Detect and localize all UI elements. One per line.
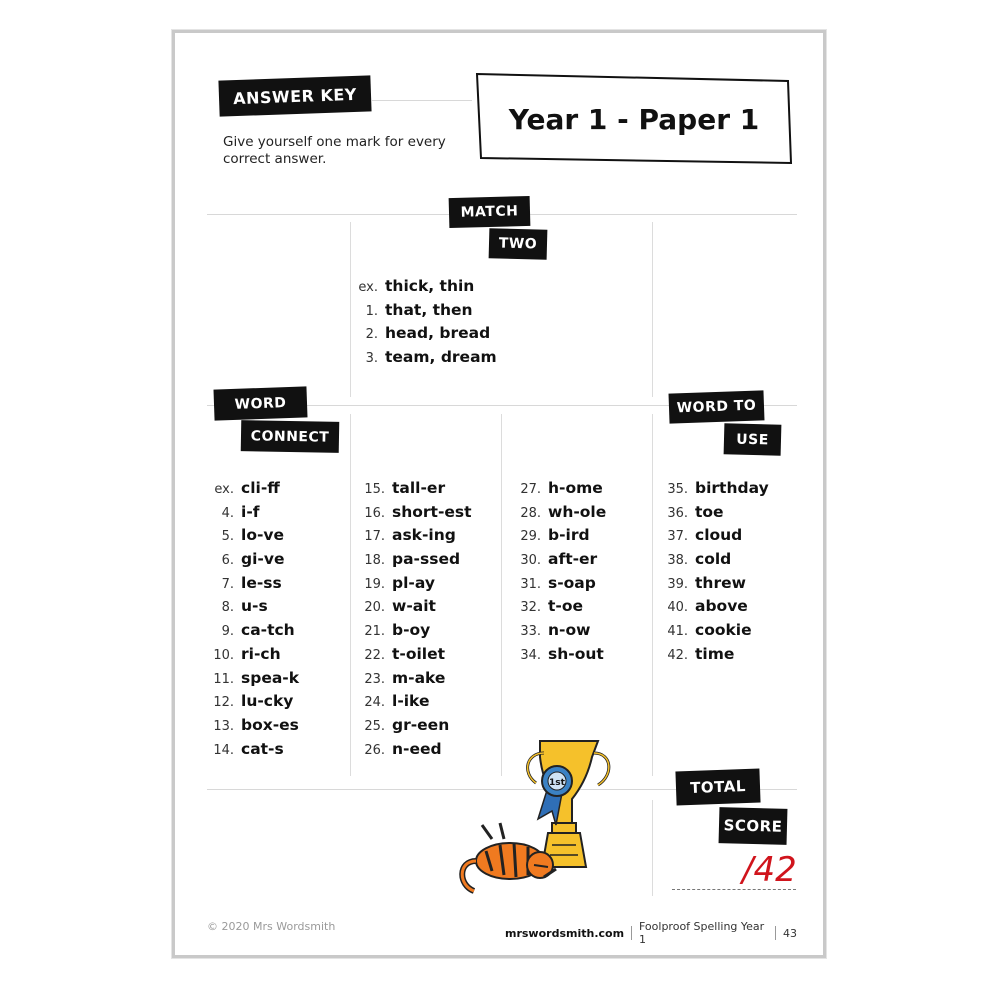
question-number: 38.: [667, 553, 688, 569]
question-number: 34.: [520, 647, 541, 663]
answer-text: m-ake: [392, 668, 446, 687]
instructions-text: Give yourself one mark for every correct answer.: [223, 134, 446, 167]
answer-text: cookie: [695, 621, 752, 640]
question-number: 3.: [365, 351, 378, 367]
word-connect-row: [513, 479, 606, 503]
question-number: 15.: [364, 482, 385, 497]
answer-text: ca-tch: [241, 621, 295, 640]
word-connect-col2: [357, 479, 472, 763]
match-two-answers: [350, 277, 497, 372]
answer-text: t-oilet: [392, 644, 446, 663]
divider-v1: [350, 414, 351, 776]
question-number: 12.: [213, 695, 234, 711]
question-number: 8.: [221, 600, 234, 616]
question-number: ex.: [214, 482, 234, 497]
question-number: 25.: [364, 718, 385, 734]
question-number: 28.: [520, 505, 541, 521]
answer-text: wh-ole: [548, 502, 607, 521]
answer-text: s-oap: [548, 573, 596, 592]
answer-text: cold: [695, 550, 732, 569]
question-number: 31.: [520, 576, 541, 592]
answer-text: pa-ssed: [392, 550, 461, 569]
answer-text: team, dream: [385, 348, 497, 367]
answer-text: tall-er: [392, 479, 446, 497]
question-number: 5.: [221, 529, 234, 545]
word-connect-row: [357, 574, 472, 598]
word-connect-row: [357, 645, 472, 669]
answer-text: head, bread: [385, 324, 491, 343]
word-connect-row: [513, 597, 606, 621]
question-number: 17.: [364, 529, 385, 545]
answer-text: b-ird: [548, 526, 590, 545]
answer-text: le-ss: [241, 573, 282, 592]
tiger-icon: [462, 823, 556, 891]
book-title: Foolproof Spelling Year 1: [639, 920, 765, 946]
word-connect-col3: [513, 479, 606, 669]
answer-text: above: [695, 597, 748, 616]
copyright: © 2020 Mrs Wordsmith: [207, 920, 336, 933]
word-connect-row: [357, 621, 472, 645]
answer-text: threw: [695, 573, 746, 592]
answer-text: n-ow: [548, 621, 591, 640]
word-connect-row: [357, 669, 472, 693]
question-number: 6.: [221, 553, 234, 569]
word-to-use-row: [660, 574, 769, 598]
two-label: TWO: [489, 228, 548, 260]
question-number: 33.: [520, 624, 541, 640]
answer-text: h-ome: [548, 479, 603, 497]
footer-separator-1: [631, 926, 632, 940]
answer-text: thick, thin: [385, 277, 475, 295]
word-connect-row: [513, 550, 606, 574]
word-connect-row: [357, 526, 472, 550]
word-connect-row: [206, 645, 299, 669]
word-to-use-row: [660, 503, 769, 527]
answer-text: birthday: [695, 479, 769, 497]
answer-text: that, then: [385, 300, 473, 319]
question-number: 21.: [364, 624, 385, 640]
question-number: 20.: [364, 600, 385, 616]
answer-text: gr-een: [392, 715, 450, 734]
word-to-label: WORD TO: [669, 390, 765, 423]
question-number: 29.: [520, 529, 541, 545]
word-to-use-row: [660, 550, 769, 574]
match-two-row: [350, 348, 497, 372]
word-to-use-row: [660, 479, 769, 503]
score-writing-line: [672, 889, 796, 890]
question-number: 2.: [365, 327, 378, 343]
question-number: 16.: [364, 505, 385, 521]
word-connect-row: [513, 574, 606, 598]
question-number: 22.: [364, 647, 385, 663]
question-number: 37.: [667, 529, 688, 545]
question-number: 27.: [520, 482, 541, 497]
question-number: 42.: [667, 647, 688, 663]
question-number: ex.: [358, 280, 378, 295]
word-to-use-row: [660, 645, 769, 669]
answer-text: gi-ve: [241, 550, 285, 569]
question-number: 26.: [364, 742, 385, 758]
word-connect-row: [357, 692, 472, 716]
answer-text: spea-k: [241, 668, 300, 687]
word-connect-row: [206, 621, 299, 645]
answer-text: cloud: [695, 526, 743, 545]
answer-text: l-ike: [392, 692, 430, 711]
footer-info: [505, 920, 797, 946]
match-two-row: [350, 324, 497, 348]
question-number: 13.: [213, 718, 234, 734]
divider-v2: [501, 414, 502, 776]
word-connect-row: [357, 503, 472, 527]
answer-text: time: [695, 644, 735, 663]
word-to-use-row: [660, 597, 769, 621]
answer-text: u-s: [241, 597, 268, 616]
question-number: 32.: [520, 600, 541, 616]
answer-text: lu-cky: [241, 692, 294, 711]
word-connect-row: [206, 479, 299, 503]
word-connect-row: [357, 597, 472, 621]
page-number: 43: [783, 926, 797, 940]
word-connect-row: [513, 621, 606, 645]
word-connect-row: [357, 479, 472, 503]
svg-text:1st: 1st: [549, 778, 565, 788]
question-number: 18.: [364, 553, 385, 569]
answer-text: sh-out: [548, 644, 604, 663]
answer-text: toe: [695, 502, 724, 521]
word-connect-row: [206, 550, 299, 574]
page-title: Year 1 - Paper 1: [508, 102, 760, 136]
word-connect-row: [513, 503, 606, 527]
question-number: 36.: [667, 505, 688, 521]
answer-text: w-ait: [392, 597, 436, 616]
trophy-icon: [528, 741, 609, 867]
answer-text: t-oe: [548, 597, 584, 616]
question-number: 35.: [667, 482, 688, 497]
header-rule: [372, 100, 472, 101]
connect-label: CONNECT: [241, 420, 340, 453]
answer-text: n-eed: [392, 739, 442, 758]
question-number: 11.: [213, 671, 234, 687]
question-number: 19.: [364, 576, 385, 592]
question-number: 14.: [213, 742, 234, 758]
website-link[interactable]: mrswordsmith.com: [505, 926, 625, 940]
question-number: 7.: [221, 576, 234, 592]
question-number: 4.: [221, 505, 234, 521]
answer-text: lo-ve: [241, 526, 285, 545]
score-label: SCORE: [719, 807, 788, 845]
question-number: 10.: [213, 647, 234, 663]
word-connect-row: [206, 503, 299, 527]
question-number: 23.: [364, 671, 385, 687]
word-connect-row: [206, 669, 299, 693]
answer-text: b-oy: [392, 621, 431, 640]
match-label: MATCH: [449, 196, 531, 228]
answer-text: cat-s: [241, 739, 284, 758]
answer-text: i-f: [241, 502, 260, 521]
question-number: 9.: [221, 624, 234, 640]
word-connect-row: [206, 716, 299, 740]
word-connect-col1: [206, 479, 299, 763]
match-two-row: [350, 301, 497, 325]
question-number: 39.: [667, 576, 688, 592]
divider-v3: [652, 414, 653, 776]
answer-text: box-es: [241, 715, 299, 734]
word-connect-row: [357, 550, 472, 574]
answer-text: cli-ff: [241, 479, 280, 497]
word-connect-row: [206, 574, 299, 598]
use-label: USE: [724, 423, 782, 455]
word-connect-row: [206, 740, 299, 764]
question-number: 24.: [364, 695, 385, 711]
question-number: 30.: [520, 553, 541, 569]
word-to-use-answers: [660, 479, 769, 669]
word-to-use-row: [660, 526, 769, 550]
answer-text: pl-ay: [392, 573, 435, 592]
question-number: 41.: [667, 624, 688, 640]
answer-text: short-est: [392, 502, 472, 521]
trophy-tiger-illustration: [452, 735, 612, 910]
title-box: [475, 72, 793, 166]
answer-key-label: ANSWER KEY: [218, 75, 371, 116]
question-number: 1.: [365, 303, 378, 319]
word-connect-row: [513, 526, 606, 550]
word-label: WORD: [213, 386, 307, 420]
total-score-value: /42: [742, 850, 797, 890]
word-connect-row: [206, 692, 299, 716]
answer-text: aft-er: [548, 550, 598, 569]
footer-separator-2: [775, 926, 776, 940]
divider-v3-top: [652, 222, 653, 397]
match-two-row: [350, 277, 497, 301]
question-number: 40.: [667, 600, 688, 616]
word-to-use-row: [660, 621, 769, 645]
word-connect-row: [206, 526, 299, 550]
answer-text: ask-ing: [392, 526, 456, 545]
divider-v-score: [652, 800, 653, 896]
total-label: TOTAL: [675, 769, 760, 806]
word-connect-row: [206, 597, 299, 621]
word-connect-row: [513, 645, 606, 669]
answer-text: ri-ch: [241, 644, 281, 663]
